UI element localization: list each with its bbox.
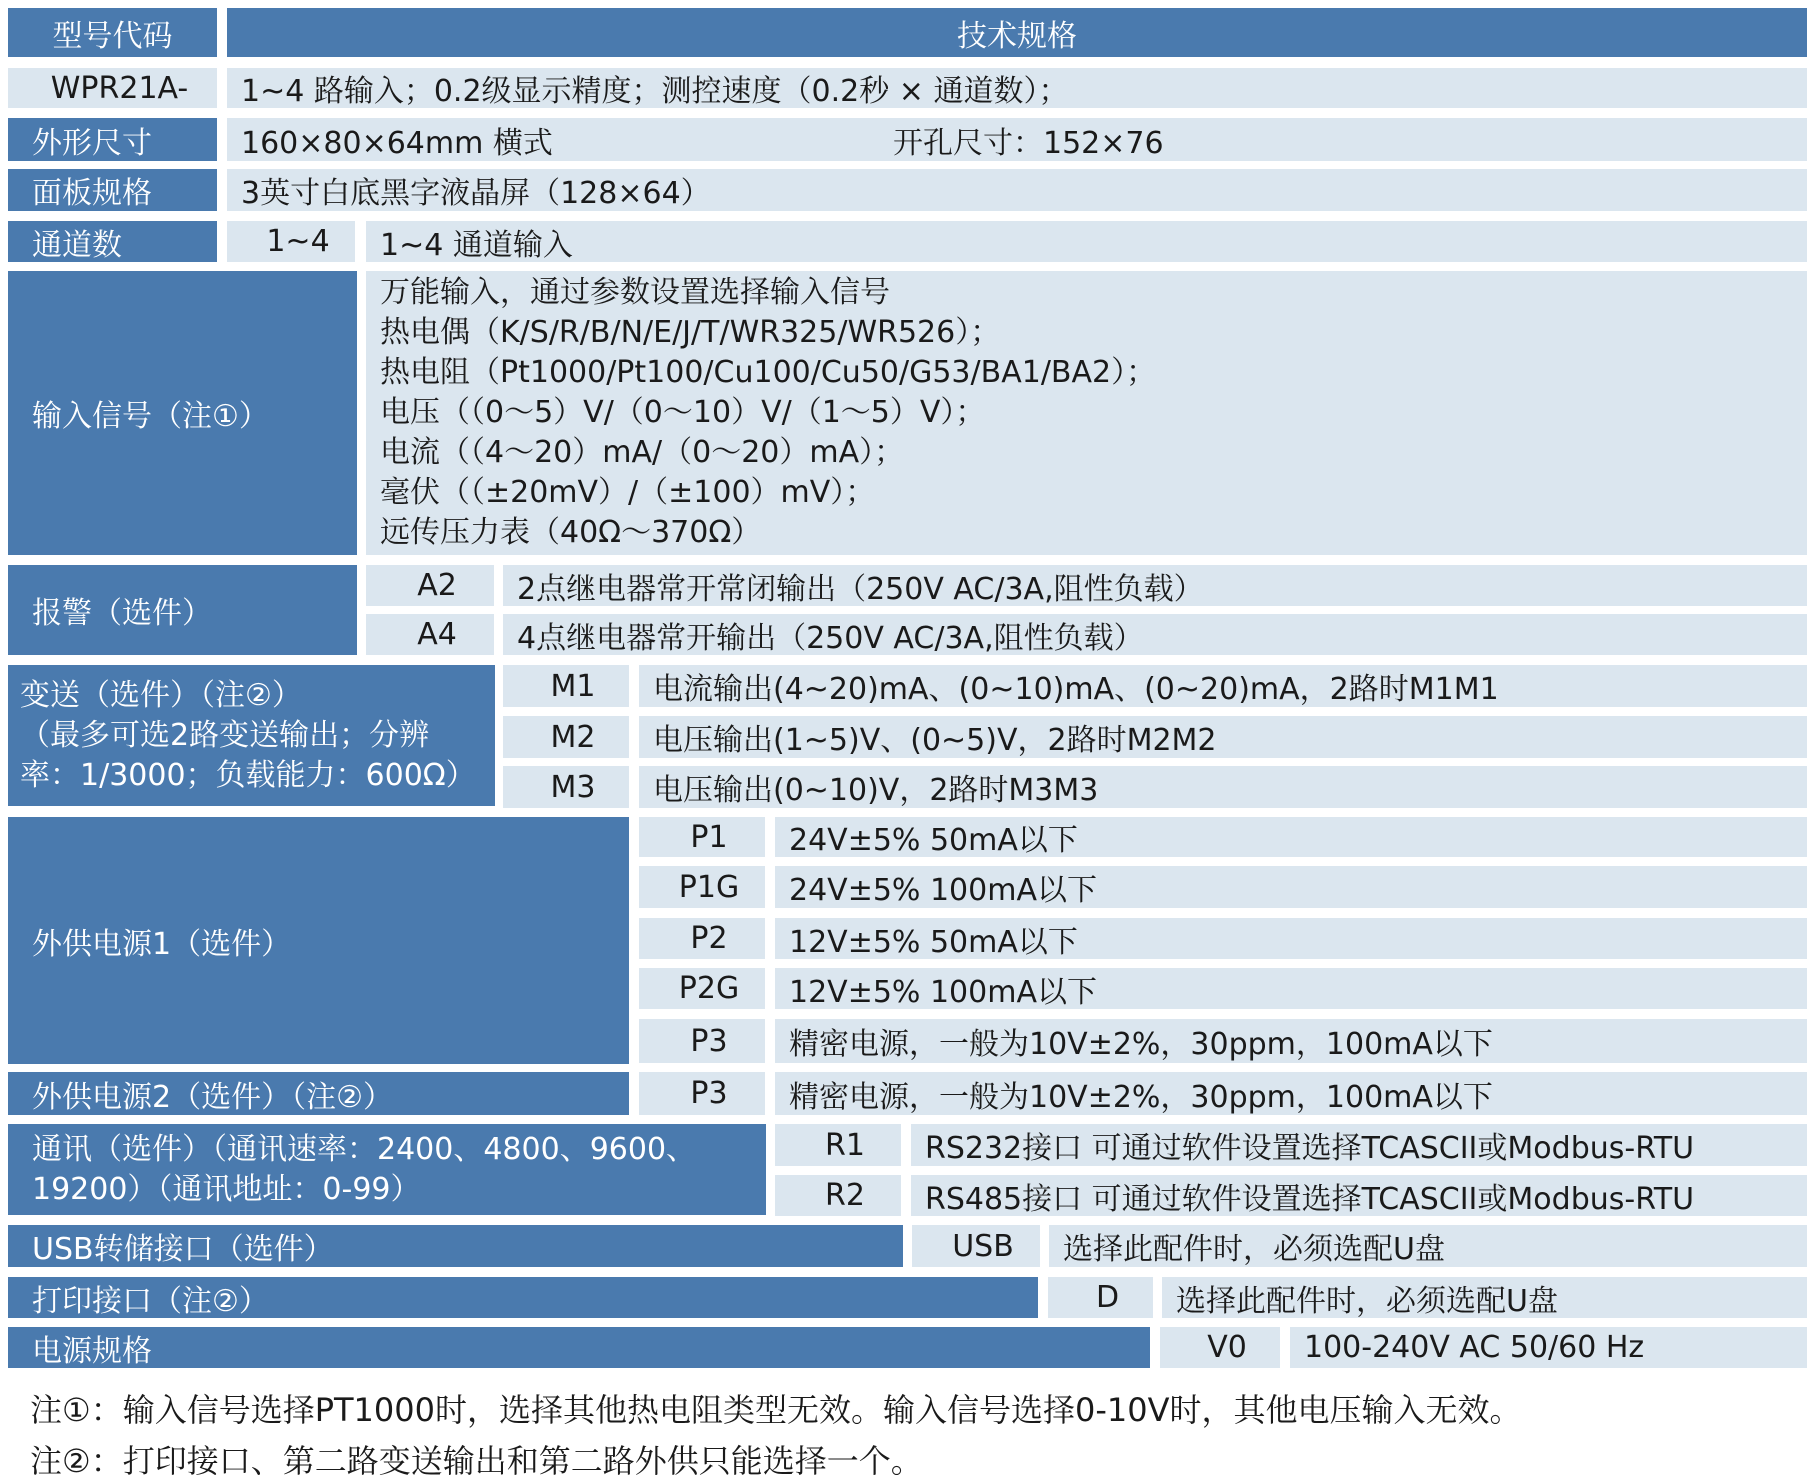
power-spec-desc: 100-240V AC 50/60 Hz [1290, 1327, 1807, 1368]
transmit-desc-m2: 电压输出(1~5)V、(0~5)V，2路时M2M2 [639, 716, 1807, 758]
print-desc: 选择此配件时，必须选配U盘 [1162, 1277, 1807, 1318]
size-value: 160×80×64mm 横式 [241, 125, 553, 161]
power2-label: 外供电源2（选件）（注②） [8, 1072, 629, 1115]
panel-value: 3英寸白底黑字液晶屏（128×64） [227, 169, 1807, 211]
header-model-code: 型号代码 [8, 8, 217, 57]
power1-desc-p1: 24V±5% 50mA以下 [775, 817, 1807, 857]
print-code: D [1048, 1277, 1153, 1318]
size-row [227, 118, 1807, 161]
input-signal-line: 毫伏（（±20mV）/（±100）mV）； [380, 475, 876, 510]
input-signal-line: 热电偶（K/S/R/B/N/E/J/T/WR325/WR526）； [380, 315, 1001, 350]
input-signal-list [366, 271, 1807, 555]
alarm-desc-a2: 2点继电器常开常闭输出（250V AC/3A,阻性负载） [503, 565, 1807, 606]
power1-code-p2: P2 [639, 918, 765, 959]
cutout-size: 开孔尺寸：152×76 [893, 125, 1164, 161]
input-signal-line: 电压（（0～5）V/（0～10）V/（1～5）V）； [380, 395, 986, 430]
transmit-label-line: 率：1/3000；负载能力：600Ω） [20, 757, 476, 793]
usb-desc: 选择此配件时，必须选配U盘 [1049, 1225, 1807, 1267]
usb-label: USB转储接口（选件） [8, 1225, 903, 1267]
print-label: 打印接口（注②） [8, 1277, 1038, 1318]
alarm-code-a4: A4 [366, 614, 494, 655]
power1-code-p1g: P1G [639, 866, 765, 908]
comm-code-r2: R2 [775, 1175, 901, 1216]
note-2: 注②：打印接口、第二路变送输出和第二路外供只能选择一个。 [30, 1442, 923, 1480]
power1-desc-p2g: 12V±5% 100mA以下 [775, 968, 1807, 1009]
model-description: 1~4 路输入；0.2级显示精度；测控速度（0.2秒 × 通道数）； [227, 68, 1807, 108]
input-signal-line: 远传压力表（40Ω～370Ω） [380, 515, 762, 550]
input-signal-line: 电流（（4～20）mA/（0～20）mA）； [380, 435, 905, 470]
power1-code-p3: P3 [639, 1019, 765, 1063]
alarm-desc-a4: 4点继电器常开输出（250V AC/3A,阻性负载） [503, 614, 1807, 655]
transmit-code-m1: M1 [503, 665, 629, 707]
power1-code-p2g: P2G [639, 968, 765, 1009]
input-signal-line: 热电阻（Pt1000/Pt100/Cu100/Cu50/G53/BA1/BA2）； [380, 355, 1157, 390]
power2-code: P3 [639, 1072, 765, 1115]
panel-label: 面板规格 [8, 169, 217, 211]
comm-desc-r2: RS485接口 可通过软件设置选择TCASCII或Modbus-RTU [911, 1175, 1807, 1216]
comm-code-r1: R1 [775, 1124, 901, 1166]
transmit-code-m3: M3 [503, 766, 629, 808]
input-signal-line: 万能输入，通过参数设置选择输入信号 [380, 275, 890, 310]
transmit-label-line: （最多可选2路变送输出；分辨 [20, 717, 430, 753]
channels-code: 1~4 [227, 221, 355, 262]
input-signal-label: 输入信号（注①） [8, 271, 357, 555]
alarm-label: 报警（选件） [8, 565, 357, 655]
power1-label: 外供电源1（选件） [8, 817, 629, 1064]
power1-desc-p1g: 24V±5% 100mA以下 [775, 866, 1807, 908]
model-code: WPR21A- [8, 68, 217, 108]
size-label: 外形尺寸 [8, 118, 217, 161]
header-tech-spec: 技术规格 [227, 8, 1807, 57]
transmit-label-line: 变送（选件）（注②） [20, 677, 302, 713]
power-spec-code: V0 [1160, 1327, 1280, 1368]
power1-code-p1: P1 [639, 817, 765, 857]
transmit-desc-m1: 电流输出(4~20)mA、(0~10)mA、(0~20)mA，2路时M1M1 [639, 665, 1807, 707]
transmit-label [8, 665, 495, 806]
comm-label-line: 19200）（通讯地址：0-99） [32, 1171, 421, 1207]
comm-label [8, 1124, 766, 1215]
power-spec-label: 电源规格 [8, 1327, 1150, 1368]
channels-label: 通道数 [8, 221, 217, 262]
note-1: 注①：输入信号选择PT1000时，选择其他热电阻类型无效。输入信号选择0-10V时，其他电压输入无效。 [30, 1391, 1522, 1429]
transmit-desc-m3: 电压输出(0~10)V，2路时M3M3 [639, 766, 1807, 808]
comm-label-line: 通讯（选件）（通讯速率：2400、4800、9600、 [32, 1131, 697, 1167]
power1-desc-p2: 12V±5% 50mA以下 [775, 918, 1807, 959]
transmit-code-m2: M2 [503, 716, 629, 758]
usb-code: USB [912, 1225, 1040, 1267]
comm-desc-r1: RS232接口 可通过软件设置选择TCASCII或Modbus-RTU [911, 1124, 1807, 1166]
power1-desc-p3: 精密电源，一般为10V±2%，30ppm，100mA以下 [775, 1019, 1807, 1063]
channels-desc: 1~4 通道输入 [366, 221, 1807, 262]
alarm-code-a2: A2 [366, 565, 494, 606]
power2-desc: 精密电源，一般为10V±2%，30ppm，100mA以下 [775, 1072, 1807, 1115]
